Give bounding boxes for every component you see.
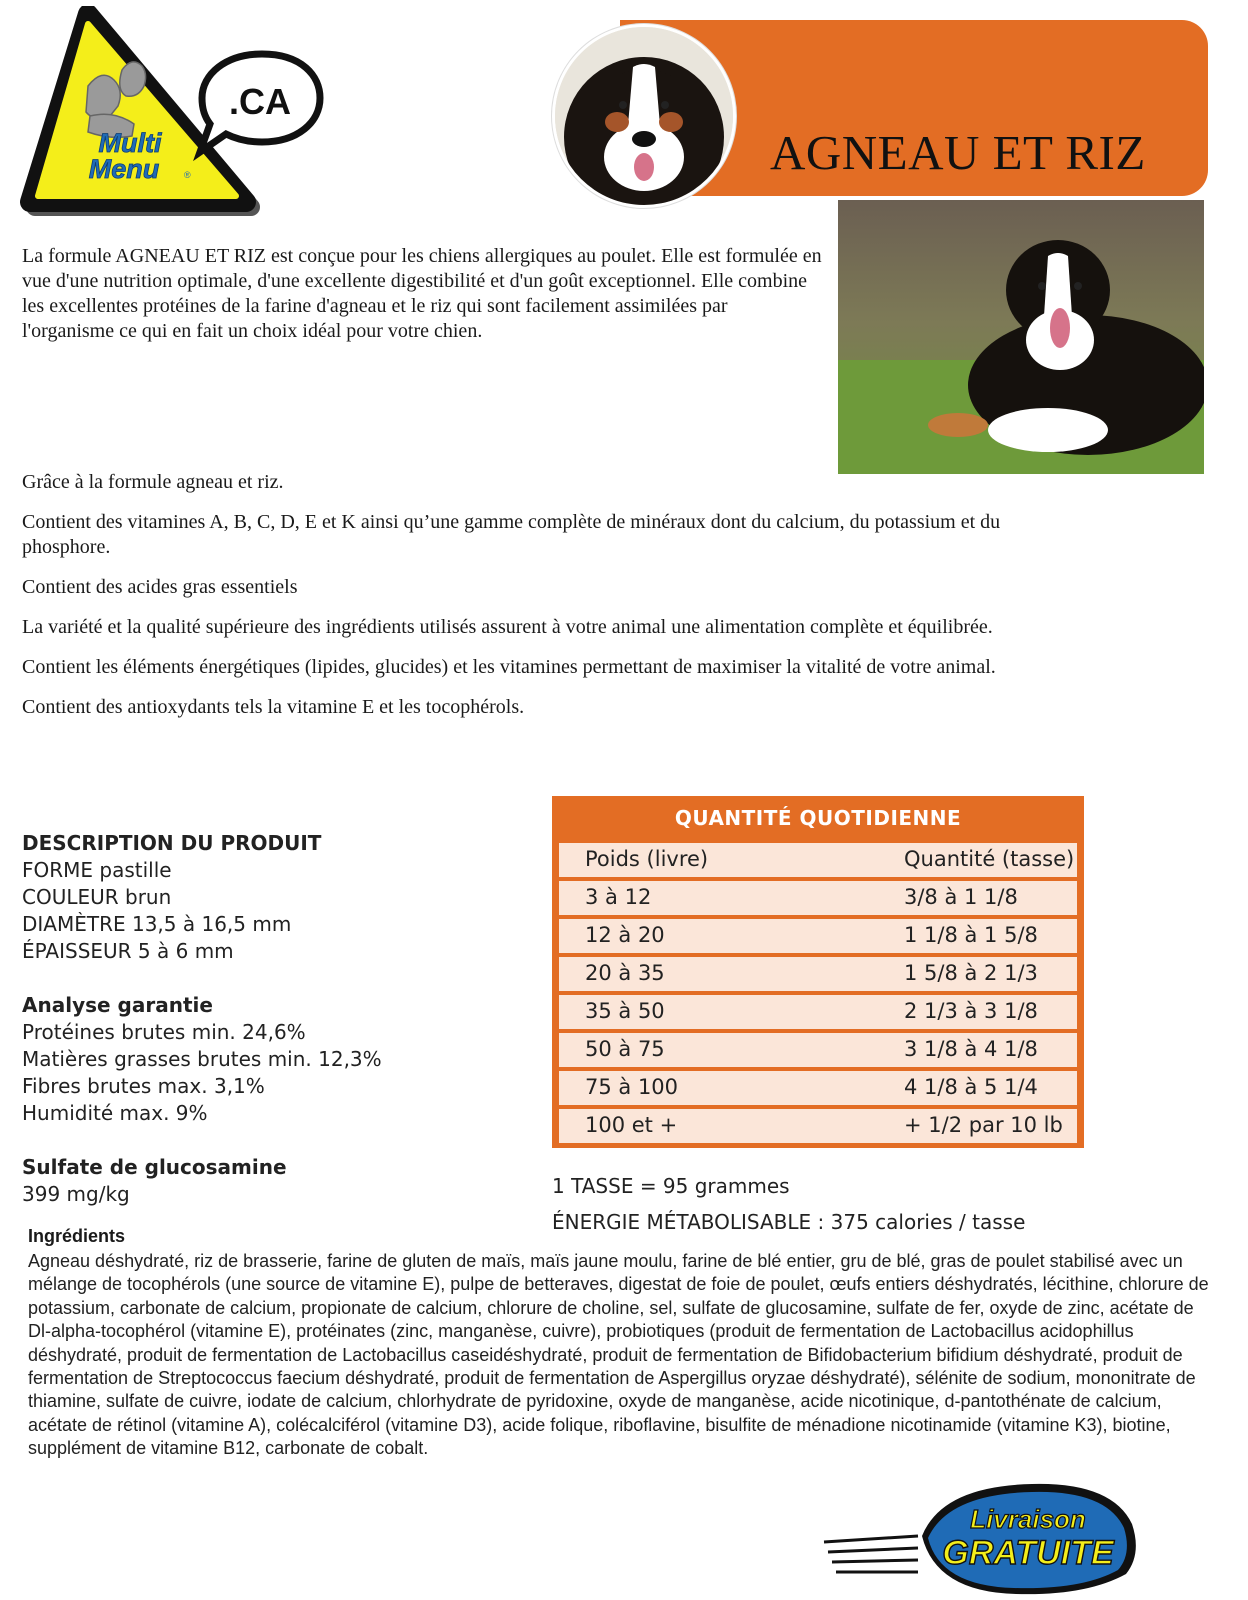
table-row xyxy=(559,1033,1077,1067)
analysis-line: Matières grasses brutes min. 12,3% xyxy=(22,1047,382,1071)
quantity-cell: 2 1/3 à 3 1/8 xyxy=(904,999,1038,1023)
feature-list xyxy=(22,470,1022,735)
free-shipping-badge xyxy=(822,1478,1140,1596)
quantity-cell: 1 1/8 à 1 5/8 xyxy=(904,923,1038,947)
table-row xyxy=(559,881,1077,915)
quantity-cell: 3 1/8 à 4 1/8 xyxy=(904,1037,1038,1061)
table-header-row xyxy=(559,843,1077,877)
description-heading: DESCRIPTION DU PRODUIT xyxy=(22,831,322,855)
feature-item: Contient des acides gras essentiels xyxy=(22,576,298,598)
feature-item: Contient des antioxydants tels la vitamine E et les tocophérols. xyxy=(22,696,525,718)
table-row xyxy=(559,1109,1077,1143)
table-title: QUANTITÉ QUOTIDIENNE xyxy=(674,806,962,830)
glucosamine-heading: Sulfate de glucosamine xyxy=(22,1155,287,1179)
weight-cell: 50 à 75 xyxy=(585,1037,665,1061)
header-quantity: Quantité (tasse) xyxy=(904,847,1075,871)
product-specs xyxy=(22,830,542,1208)
cup-weight: 1 TASSE = 95 grammes xyxy=(552,1174,790,1198)
header-weight: Poids (livre) xyxy=(585,847,709,871)
table-row xyxy=(559,919,1077,953)
spec-line: DIAMÈTRE 13,5 à 16,5 mm xyxy=(22,912,292,936)
spec-line: COULEUR brun xyxy=(22,885,172,909)
feature-item: Grâce à la formule agneau et riz. xyxy=(22,471,284,493)
badge-line2: GRATUITE xyxy=(942,1534,1114,1572)
page-title: AGNEAU ET RIZ xyxy=(770,125,1146,180)
intro-paragraph: La formule AGNEAU ET RIZ est conçue pour les chiens allergiques au poulet. Elle est formulée en vue d'une nutrition optimale, d'une excellente digestibilité et d'un goût exceptionnel. Elle combine les excellentes protéines de la farine d'agneau et le riz qui sont facilement assimilées par l'organisme ce qui en fait un choix idéal pour votre chien. xyxy=(22,245,822,342)
table-row xyxy=(559,995,1077,1029)
conversion-notes xyxy=(552,1168,1025,1240)
badge-line1: Livraison xyxy=(970,1504,1086,1534)
quantity-cell: 4 1/8 à 5 1/4 xyxy=(904,1075,1038,1099)
spec-line: FORME pastille xyxy=(22,858,172,882)
analysis-line: Humidité max. 9% xyxy=(22,1101,208,1125)
weight-cell: 35 à 50 xyxy=(585,999,665,1023)
ingredients-text: Agneau déshydraté, riz de brasserie, farine de gluten de maïs, maïs jaune moulu, farine de blé entier, gru de blé, gras de poulet stabilisé avec un mélange de tocophérols (une source de vitamine E), pulpe de betteraves, digestat de foie de poulet, œufs entiers déshydratés, lécithine, chlorure de potassium, carbonate de calcium, propionate de calcium, chlorure de choline, sel, sulfate de glucosamine, sulfate de fer, oxyde de zinc, acétate de Dl-alpha-tocophérol (vitamine E), protéinates (zinc, manganèse, cuivre), probiotiques (produit de fermentation de Lactobacillus acidophillus déshydraté, produit de fermentation de Lactobacillus caseidéshydraté, produit de fermentation de Bifidobacterium bifidium déshydraté, produit de fermentation de Streptococcus faecium déshydraté, produit de fermentation de Aspergillus oryzae déshydraté), sélénite de sodium, mononitrate de thiamine, sulfate de cuivre, iodate de calcium, chlorhydrate de pyridoxine, oxyde de manganèse, acide nicotinique, d-pantothénate de calcium, acétate de rétinol (vitamine A), colécalciférol (vitamine D3), acide folique, riboflavine, bisulfite de ménadione nicotinamide (vitamine K3), biotine, supplément de vitamine B12, carbonate de cobalt. xyxy=(28,1251,1209,1459)
glucosamine-value: 399 mg/kg xyxy=(22,1182,130,1206)
table-row xyxy=(559,1071,1077,1105)
weight-cell: 20 à 35 xyxy=(585,961,665,985)
dog-portrait-image xyxy=(552,24,736,208)
logo-brand-line1: Multi xyxy=(98,128,162,158)
multimenu-logo xyxy=(18,6,328,216)
table-row xyxy=(559,957,1077,991)
quantity-cell: 1 5/8 à 2 1/3 xyxy=(904,961,1038,985)
spec-line: ÉPAISSEUR 5 à 6 mm xyxy=(22,939,234,963)
weight-cell: 100 et + xyxy=(585,1113,678,1137)
quantity-cell: 3/8 à 1 1/8 xyxy=(904,885,1018,909)
weight-cell: 3 à 12 xyxy=(585,885,652,909)
registered-mark: ® xyxy=(184,170,191,180)
speed-lines-icon xyxy=(824,1536,918,1572)
feature-item: Contient les éléments énergétiques (lipides, glucides) et les vitamines permettant de maximiser la vitalité de votre animal. xyxy=(22,656,996,678)
weight-cell: 75 à 100 xyxy=(585,1075,679,1099)
ingredients-heading: Ingrédients xyxy=(28,1226,126,1246)
metabolizable-energy: ÉNERGIE MÉTABOLISABLE : 375 calories / tasse xyxy=(552,1210,1026,1234)
quantity-cell: + 1/2 par 10 lb xyxy=(904,1113,1063,1137)
logo-brand-line2: Menu xyxy=(88,154,160,184)
weight-cell: 12 à 20 xyxy=(585,923,665,947)
analysis-line: Fibres brutes max. 3,1% xyxy=(22,1074,265,1098)
feature-item: Contient des vitamines A, B, C, D, E et K ainsi qu’une gamme complète de minéraux dont du calcium, du potassium et du phosphore. xyxy=(22,511,1001,558)
analysis-line: Protéines brutes min. 24,6% xyxy=(22,1020,306,1044)
logo-tld: .CA xyxy=(229,81,291,122)
dog-lying-grass-image xyxy=(838,200,1204,474)
analysis-heading: Analyse garantie xyxy=(22,993,213,1017)
feature-item: La variété et la qualité supérieure des ingrédients utilisés assurent à votre animal une alimentation complète et équilibrée. xyxy=(22,616,993,638)
